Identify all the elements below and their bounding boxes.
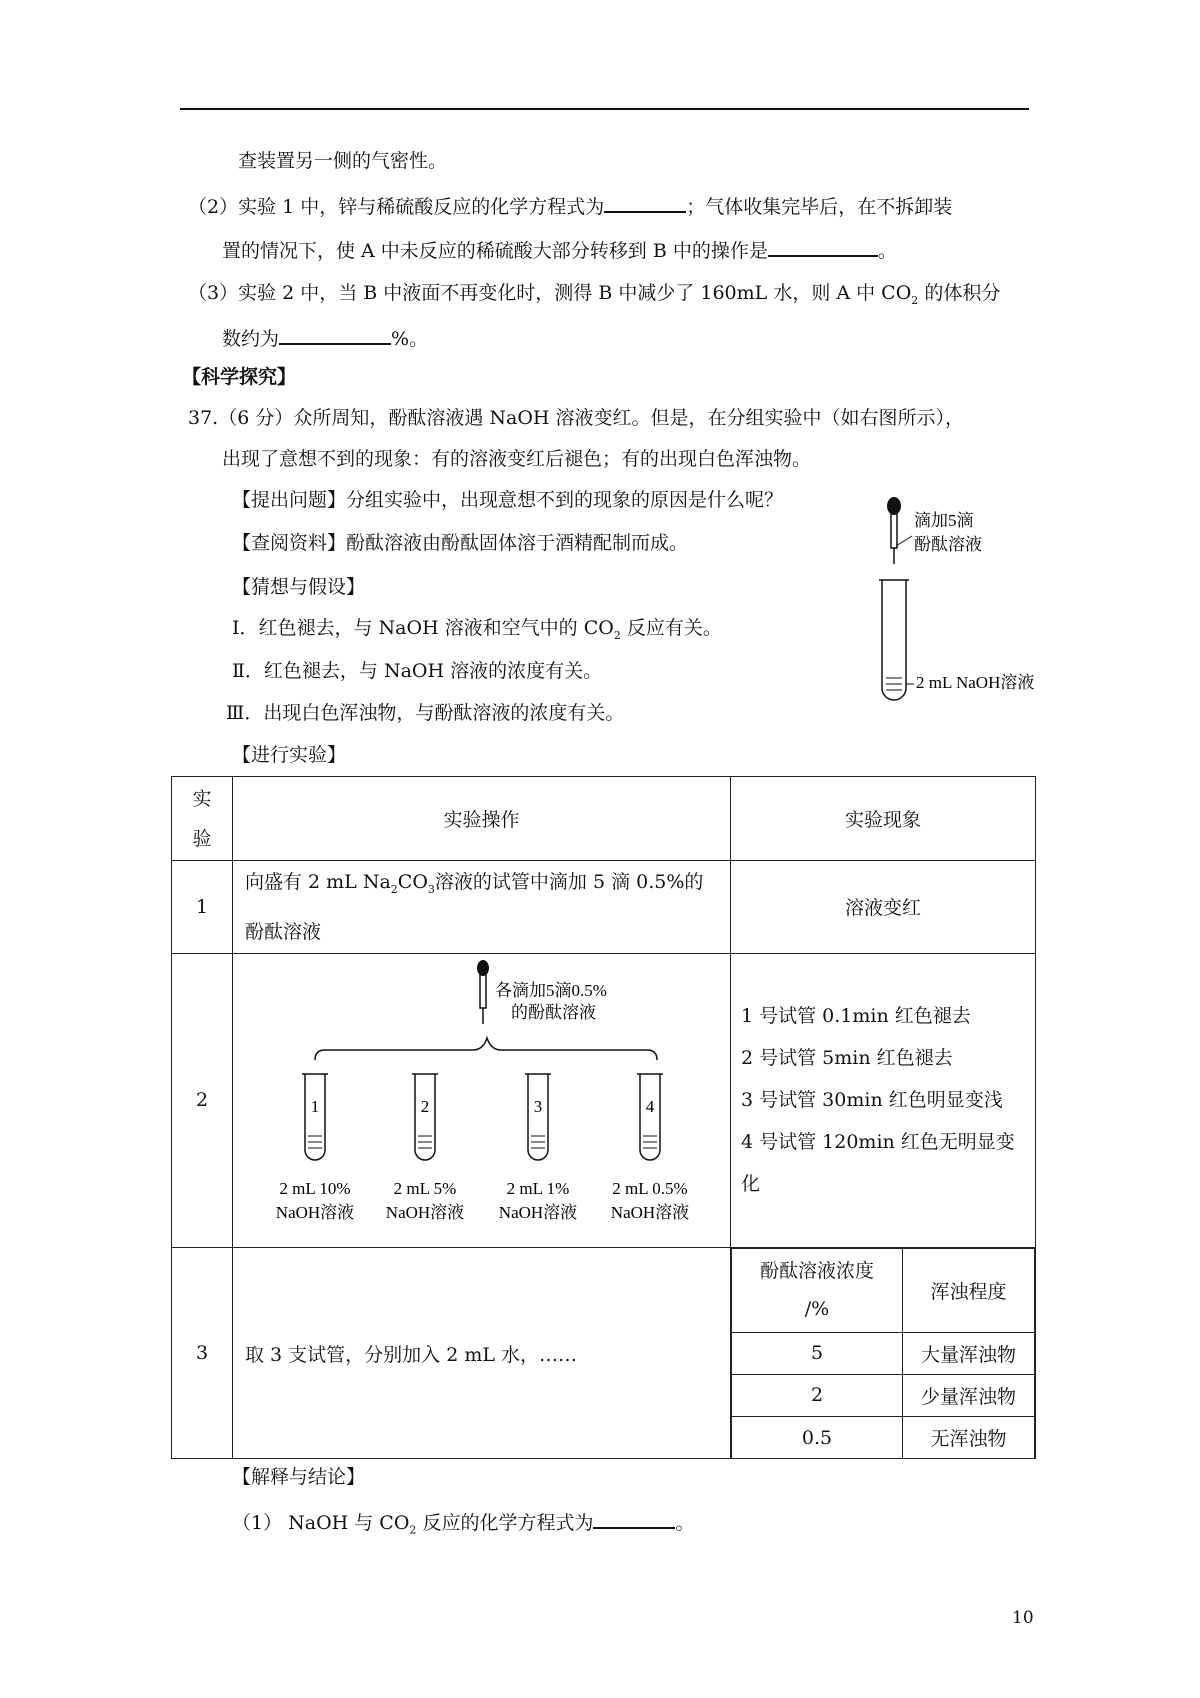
tube-number: 1 [310,1096,320,1116]
dropper-label: 各滴加5滴0.5% [495,980,607,1000]
page-number: 10 [1012,1608,1034,1628]
conclusion-title: 【解释与结论】 [232,1466,366,1488]
turbidity-table [731,1248,1035,1459]
question-3-line-2: 数约为 %。 [222,322,428,351]
hypothesis-3: Ⅲ．出现白色浑浊物，与酚酞溶液的浓度有关。 [226,702,625,724]
reference-info: 【查阅资料】酚酞溶液由酚酞固体溶于酒精配制而成。 [232,532,689,554]
question-37-line-1: 37.（6 分）众所周知，酚酞溶液遇 NaOH 溶液变红。但是，在分组实验中（如右图所示）， [188,407,965,429]
test-tube-dropper-figure [870,492,1050,714]
tube-solution-label: NaOH溶液 [610,1202,690,1222]
table-header-row [172,777,1036,861]
tube-solution-label: NaOH溶液 [275,1202,355,1222]
row-no: 3 [172,1247,233,1459]
test-tube-icon [879,580,909,700]
test-tube-icon [525,1074,551,1160]
tube-concentration-label: 2 mL 10% [279,1178,351,1198]
hypothesis-2: Ⅱ．红色褪去，与 NaOH 溶液的浓度有关。 [232,660,603,682]
row-operation [233,953,731,1247]
test-tube-icon [412,1074,438,1160]
table-row: 0.5 无浑浊物 [732,1416,1035,1458]
test-tube-icon [302,1074,328,1160]
row-no: 1 [172,861,233,954]
tube-concentration-label: 2 mL 5% [393,1178,457,1198]
row-no: 2 [172,953,233,1247]
tube-concentration-label: 2 mL 0.5% [612,1178,688,1198]
four-test-tubes-figure [233,954,730,1242]
tube-number: 3 [533,1096,543,1116]
header-observation: 实验现象 [731,777,1036,861]
dropper-label: 的酚酞溶液 [511,1002,596,1022]
experiment-title: 【进行实验】 [232,744,347,766]
brace [315,1038,657,1060]
question-37-line-2: 出现了意想不到的现象：有的溶液变红后褪色；有的出现白色浑浊物。 [222,448,812,470]
hypothesis-1: Ⅰ．红色褪去，与 NaOH 溶液和空气中的 $CO_2$ 反应有关。 [232,617,722,642]
row-observation: 1 号试管 0.1min 红色褪去 2 号试管 5min 红色褪去 3 号试管 30min 红色明显变浅 4 号试管 120min 红色无明显变 化 [731,953,1036,1247]
answer-blank[interactable] [604,190,686,213]
section-title: 【科学探究】 [182,366,297,388]
sub-header-turbidity: 浑浊程度 [903,1248,1035,1332]
experiment-table [171,776,1036,1459]
text-line: 查装置另一侧的气密性。 [238,150,448,172]
test-tube-icon [637,1074,663,1160]
tube-solution-label: NaOH溶液 [385,1202,465,1222]
header-operation: 实验操作 [233,777,731,861]
conclusion-1: （1） NaOH 与 $CO_2$ 反应的化学方程式为 。 [232,1506,694,1537]
answer-blank[interactable] [279,322,391,345]
answer-blank[interactable] [768,234,878,257]
row-operation: 向盛有 2 mL $Na_2CO_3$溶液的试管中滴加 5 滴 0.5%的 酚酞溶液 [233,861,731,954]
question-2-line-1: （2）实验 1 中，锌与稀硫酸反应的化学方程式为 ；气体收集完毕后，在不拆卸装 [188,190,952,219]
tube-number: 4 [645,1096,655,1116]
row-observation [731,1247,1036,1459]
row-operation: 取 3 支试管，分别加入 2 mL 水，…… [233,1247,731,1459]
header-rule [180,108,1029,110]
question-3-line-1: （3）实验 2 中，当 B 中液面不再变化时，测得 B 中减少了 160mL 水，则 A 中 $CO_2$ 的体积分 [188,282,1001,307]
table-row [172,1247,1036,1459]
table-row: 2 少量浑浊物 [732,1374,1035,1416]
answer-blank[interactable] [593,1506,675,1529]
hypothesis-title: 【猜想与假设】 [232,576,366,598]
tube-solution-label: NaOH溶液 [498,1202,578,1222]
dropper-label: 滴加5滴 [914,511,974,530]
dropper-icon [887,497,901,564]
tube-concentration-label: 2 mL 1% [506,1178,570,1198]
dropper-icon [477,960,489,1024]
table-row: 5 大量浑浊物 [732,1332,1035,1374]
table-row [172,953,1036,1247]
tube-label: 2 mL NaOH溶液 [916,673,1035,692]
tube-number: 2 [420,1096,430,1116]
table-row [172,861,1036,954]
question-2-line-2: 置的情况下，使 A 中未反应的稀硫酸大部分转移到 B 中的操作是 。 [222,234,897,263]
sub-header-concentration: 酚酞溶液浓度 /% [732,1248,903,1332]
dropper-label: 酚酞溶液 [914,535,982,554]
row-observation: 溶液变红 [731,861,1036,954]
header-no: 实 验 [172,777,233,861]
ask-question: 【提出问题】分组实验中，出现意想不到的现象的原因是什么呢？ [232,489,784,511]
